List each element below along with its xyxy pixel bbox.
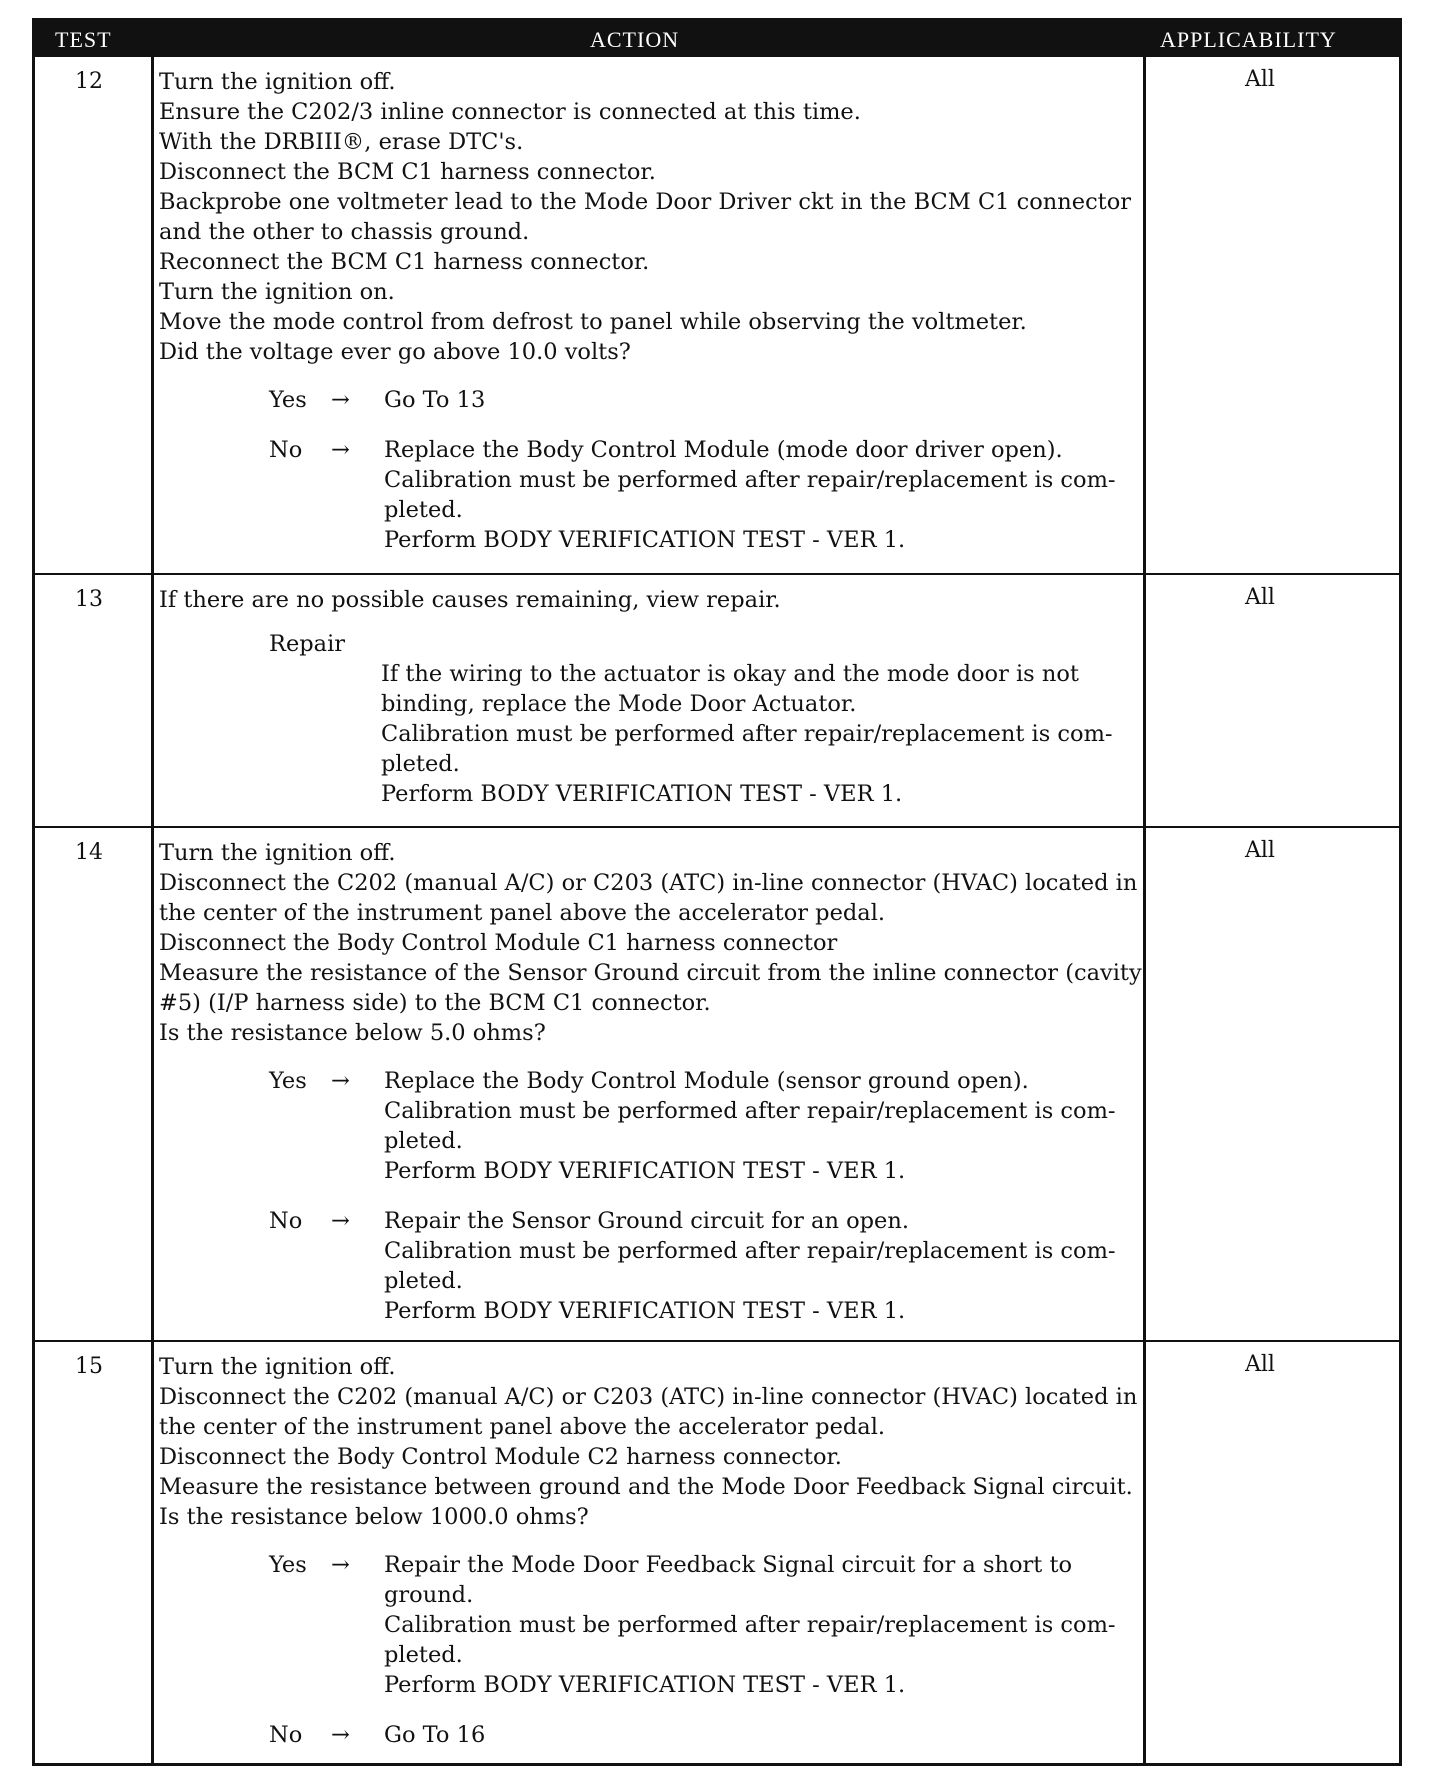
applicability-value: All	[1245, 1352, 1275, 1377]
action-cell	[159, 67, 1132, 555]
step-line: Is the resistance below 5.0 ohms?	[159, 1020, 546, 1046]
no-response	[159, 1720, 1129, 1750]
arrow-icon: →	[331, 387, 350, 413]
step-line: Turn the ignition on.	[159, 279, 395, 305]
test-number: 14	[75, 840, 103, 865]
action-cell	[159, 1352, 1138, 1750]
applicability-value: All	[1245, 67, 1275, 92]
table-row-test-15	[35, 1340, 1399, 1763]
step-line: Turn the ignition off.	[159, 1354, 396, 1380]
diagnostic-table	[32, 18, 1402, 1766]
test-number: 15	[75, 1354, 103, 1379]
step-line: Backprobe one voltmeter lead to the Mode Door Driver ckt in the BCM C1 connector	[159, 189, 1132, 215]
step-line: Disconnect the Body Control Module C1 harness connector	[159, 930, 838, 956]
no-label: No	[269, 1208, 303, 1234]
repair-line: Perform BODY VERIFICATION TEST - VER 1.	[381, 781, 903, 807]
step-line: Did the voltage ever go above 10.0 volts?	[159, 339, 631, 365]
yes-response	[159, 1550, 1129, 1700]
yes-label: Yes	[269, 387, 307, 413]
table-row-test-14	[35, 826, 1399, 1340]
no-response	[159, 435, 1129, 555]
step-line: With the DRBIII®, erase DTC's.	[159, 129, 524, 155]
yes-response	[159, 1066, 1129, 1186]
response-line: Go To 16	[384, 1722, 486, 1748]
response-line: Go To 13	[384, 387, 486, 413]
test-number: 12	[75, 69, 103, 94]
step-line: the center of the instrument panel above the accelerator pedal.	[159, 1414, 886, 1440]
response-line: Calibration must be performed after repair/replacement is com-	[384, 1238, 1116, 1264]
step-line: Move the mode control from defrost to panel while observing the voltmeter.	[159, 309, 1027, 335]
response-line: Calibration must be performed after repair/replacement is com-	[384, 1098, 1116, 1124]
step-line: and the other to chassis ground.	[159, 219, 530, 245]
no-label: No	[269, 437, 303, 463]
action-cell	[159, 838, 1142, 1326]
arrow-icon: →	[331, 1068, 350, 1094]
yes-label: Yes	[269, 1068, 307, 1094]
step-line: Disconnect the Body Control Module C2 harness connector.	[159, 1444, 842, 1470]
table-row-test-13	[35, 573, 1399, 826]
response-line: Perform BODY VERIFICATION TEST - VER 1.	[384, 1298, 906, 1324]
repair-label: Repair	[269, 631, 346, 657]
arrow-icon: →	[331, 437, 350, 463]
step-line: #5) (I/P harness side) to the BCM C1 connector.	[159, 990, 711, 1016]
yes-label: Yes	[269, 1552, 307, 1578]
applicability-value: All	[1245, 838, 1275, 863]
step-line: Measure the resistance of the Sensor Ground circuit from the inline connector (cavity	[159, 960, 1142, 986]
yes-response	[159, 385, 1129, 415]
no-label: No	[269, 1722, 303, 1748]
action-cell	[159, 585, 1129, 809]
response-line: pleted.	[384, 1642, 463, 1668]
repair-line: Calibration must be performed after repair/replacement is com-	[381, 721, 1113, 747]
response-line: pleted.	[384, 497, 463, 523]
step-line: the center of the instrument panel above the accelerator pedal.	[159, 900, 886, 926]
response-line: Calibration must be performed after repair/replacement is com-	[384, 1612, 1116, 1638]
step-line: Reconnect the BCM C1 harness connector.	[159, 249, 650, 275]
response-line: pleted.	[384, 1128, 463, 1154]
arrow-icon: →	[331, 1552, 350, 1578]
arrow-icon: →	[331, 1208, 350, 1234]
applicability-value: All	[1245, 585, 1275, 610]
header-action: ACTION	[590, 27, 680, 52]
no-response	[159, 1206, 1129, 1326]
response-line: Replace the Body Control Module (mode door driver open).	[384, 437, 1063, 463]
step-line: Is the resistance below 1000.0 ohms?	[159, 1504, 589, 1530]
header-test: TEST	[55, 27, 112, 52]
header-applicability: APPLICABILITY	[1160, 27, 1337, 52]
step-line: Ensure the C202/3 inline connector is connected at this time.	[159, 99, 861, 125]
response-line: Perform BODY VERIFICATION TEST - VER 1.	[384, 1158, 906, 1184]
step-line: If there are no possible causes remaining, view repair.	[159, 587, 781, 613]
step-line: Turn the ignition off.	[159, 69, 396, 95]
step-line: Disconnect the BCM C1 harness connector.	[159, 159, 656, 185]
response-line: Repair the Sensor Ground circuit for an open.	[384, 1208, 909, 1234]
response-line: ground.	[384, 1582, 474, 1608]
arrow-icon: →	[331, 1722, 350, 1748]
step-line: Disconnect the C202 (manual A/C) or C203 (ATC) in-line connector (HVAC) located in	[159, 870, 1138, 896]
response-line: Replace the Body Control Module (sensor ground open).	[384, 1068, 1029, 1094]
test-number: 13	[75, 587, 103, 612]
response-line: pleted.	[384, 1268, 463, 1294]
step-line: Measure the resistance between ground and the Mode Door Feedback Signal circuit.	[159, 1474, 1133, 1500]
response-line: Repair the Mode Door Feedback Signal circuit for a short to	[384, 1552, 1073, 1578]
repair-line: binding, replace the Mode Door Actuator.	[381, 691, 857, 717]
table-row-test-12	[35, 57, 1399, 573]
repair-line: If the wiring to the actuator is okay and the mode door is not	[381, 661, 1079, 687]
step-line: Turn the ignition off.	[159, 840, 396, 866]
response-line: Calibration must be performed after repair/replacement is com-	[384, 467, 1116, 493]
table-header	[35, 21, 1399, 57]
response-line: Perform BODY VERIFICATION TEST - VER 1.	[384, 527, 906, 553]
repair-body	[381, 659, 1129, 809]
response-line: Perform BODY VERIFICATION TEST - VER 1.	[384, 1672, 906, 1698]
repair-line: pleted.	[381, 751, 460, 777]
step-line: Disconnect the C202 (manual A/C) or C203 (ATC) in-line connector (HVAC) located in	[159, 1384, 1138, 1410]
